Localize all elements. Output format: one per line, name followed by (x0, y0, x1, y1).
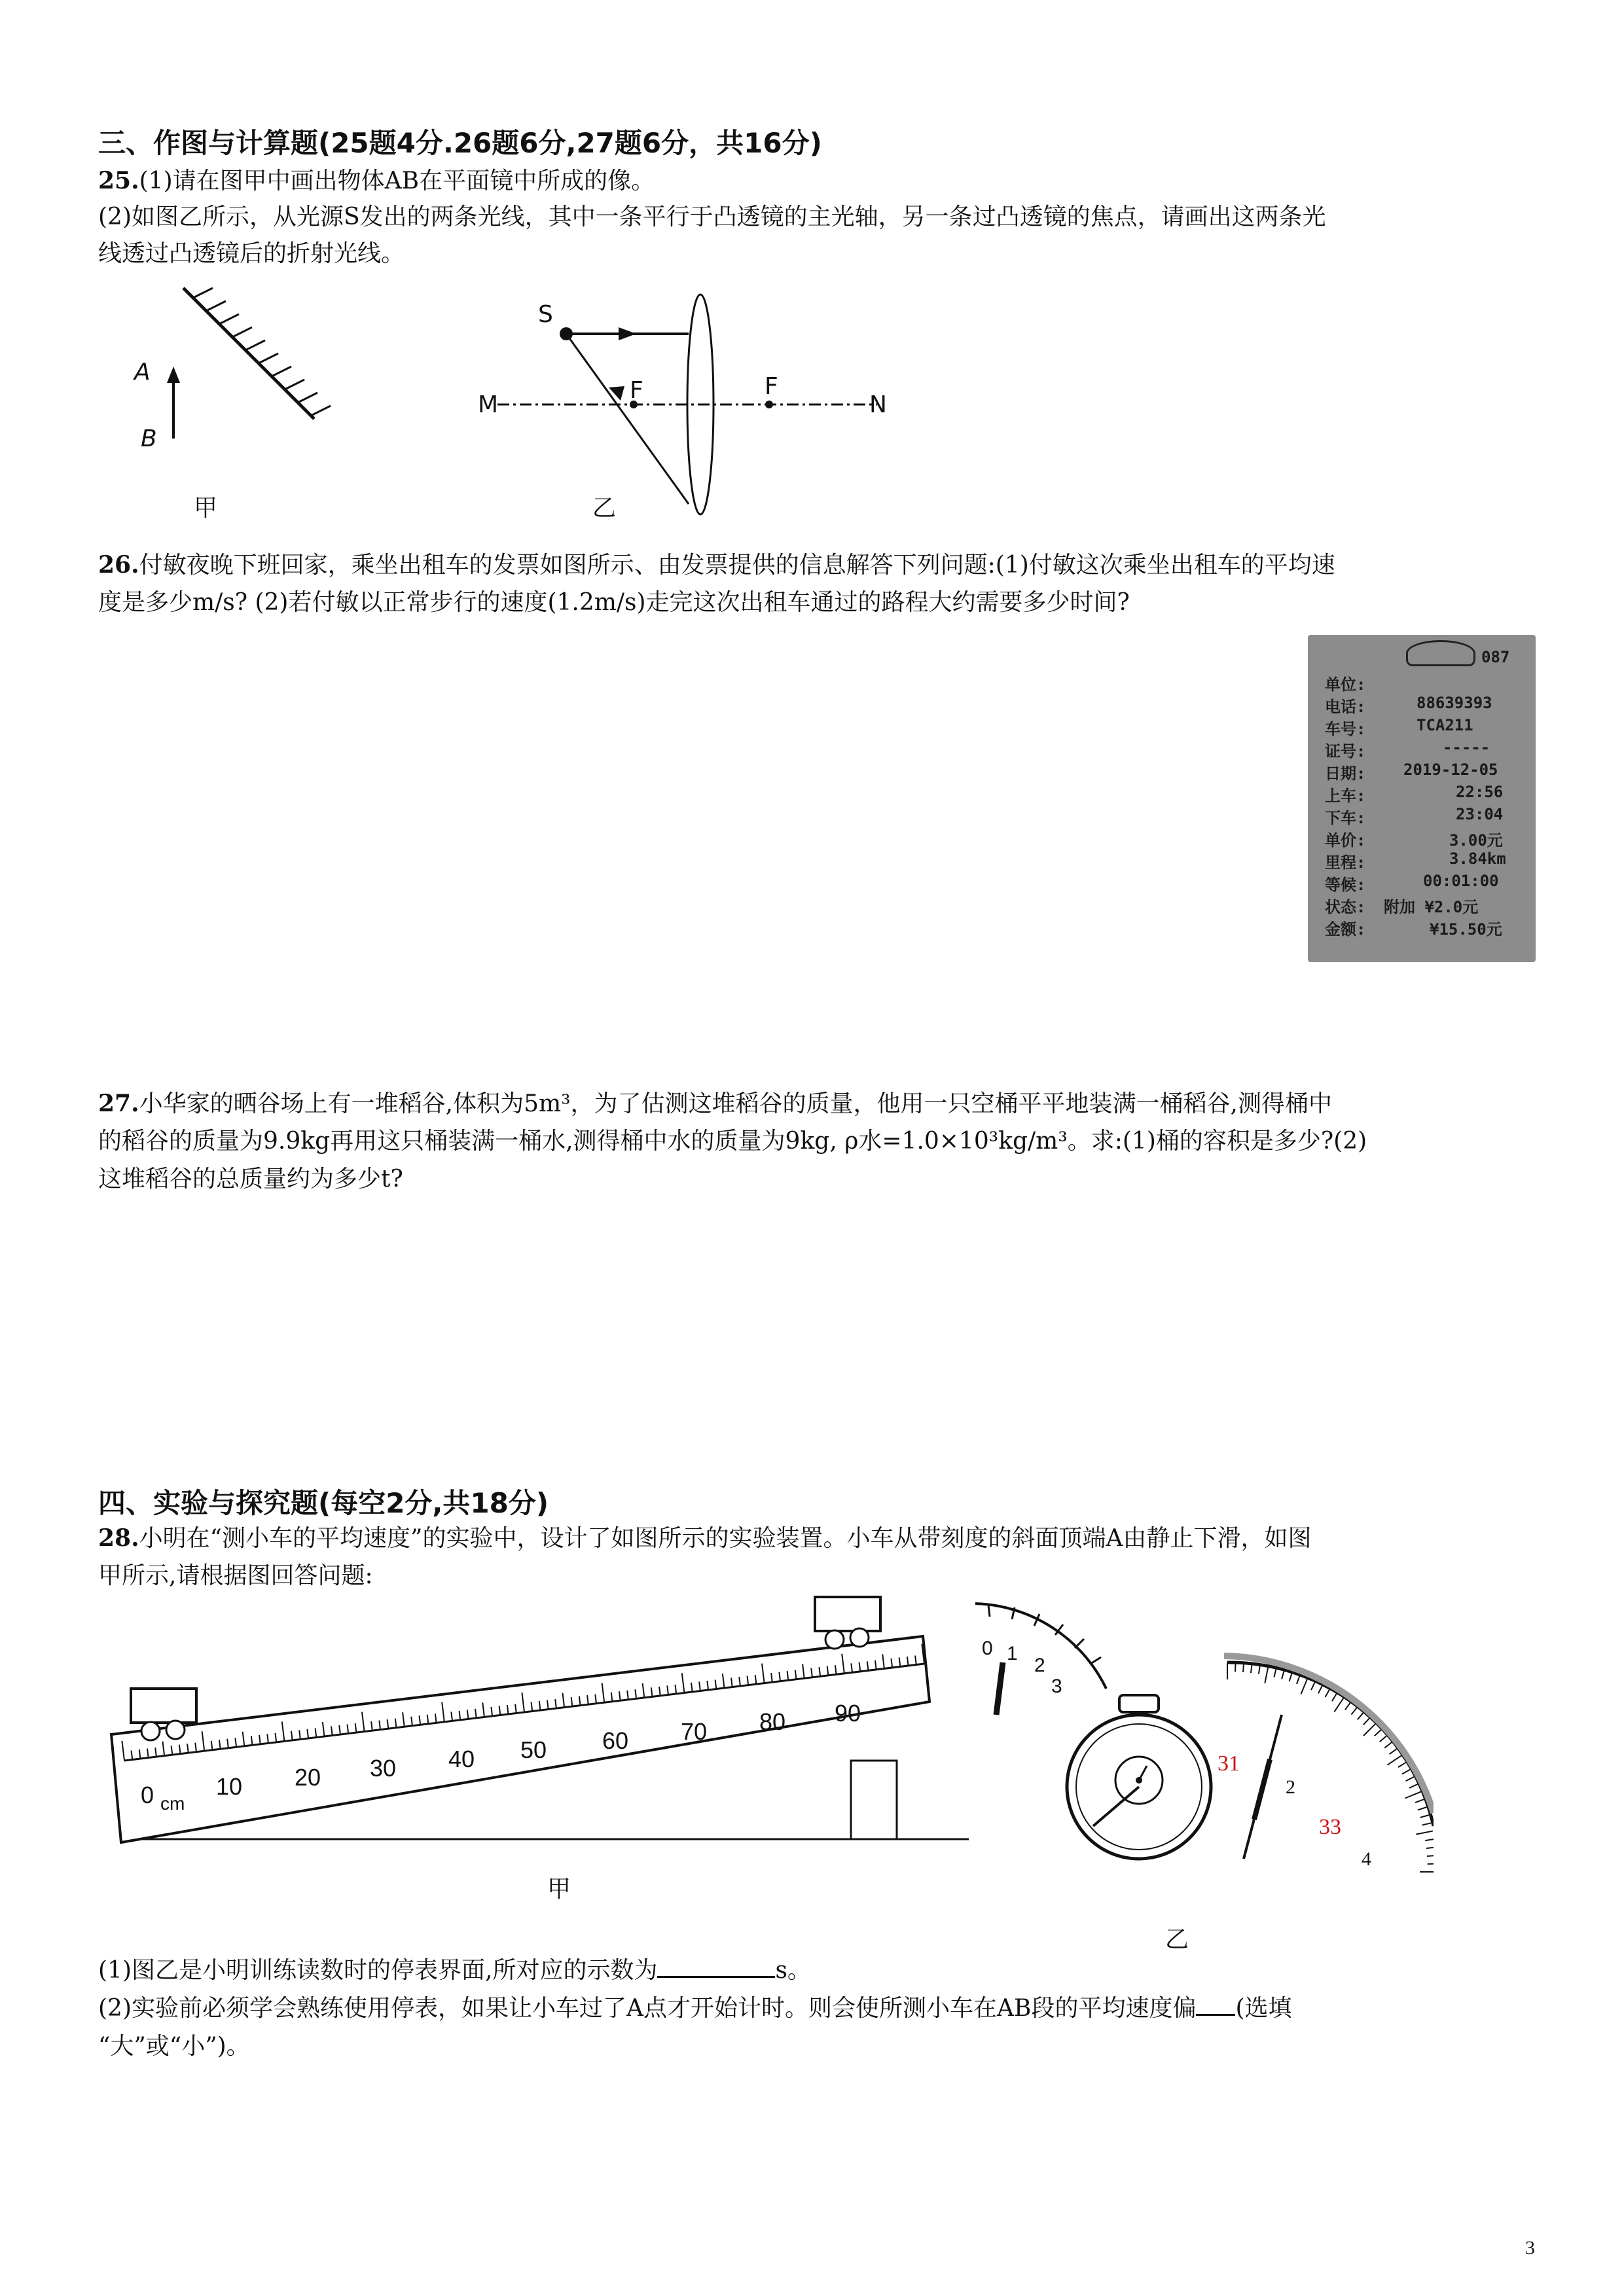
second-dial-ticks (1227, 1662, 1434, 1872)
q25-number: 25. (98, 167, 139, 194)
ruler-label: 80 (759, 1708, 786, 1735)
q25-part2-line1: (2)如图乙所示，从光源S发出的两条光线，其中一条平行于凸透镜的主光轴，另一条过凸透镜的焦点，请画出这两条光 (98, 204, 1326, 230)
q28-sub1-prefix: (1)图乙是小明训练读数时的停表界面,所对应的示数为 (98, 1957, 658, 1984)
q27-line3: 这堆稻谷的总质量约为多少t? (98, 1166, 403, 1193)
receipt-stamp (1406, 640, 1475, 666)
ruler-label: 30 (370, 1755, 397, 1782)
figure-mirror (111, 275, 347, 537)
receipt-row: 单位: (1325, 675, 1366, 694)
receipt-row: 下车: 23:04 (1325, 805, 1504, 827)
receipt-header-code: 087 (1481, 648, 1510, 666)
support-block (851, 1761, 897, 1839)
ruler-label: 70 (681, 1718, 708, 1745)
focus-right (765, 401, 773, 408)
q26-line1-text: 付敏夜晚下班回家，乘坐出租车的发票如图所示、由发票提供的信息解答下列问题:(1)付敏这次乘坐出租车的平均速 (139, 552, 1335, 579)
answer-blank-1[interactable] (657, 1954, 775, 1978)
cart-top (815, 1597, 880, 1649)
fig-jia-caption: 甲 (194, 495, 218, 522)
q26-line2: 度是多少m/s? (2)若付敏以正常步行的速度(1.2m/s)走完这次出租车通过的路程大约需要多少时间? (98, 589, 1130, 616)
ruler-label: 40 (448, 1746, 475, 1772)
ray-through-focus (566, 334, 689, 504)
ruler-unit: cm (160, 1793, 185, 1814)
receipt-row: 金额: ¥15.50元 (1325, 920, 1502, 939)
q25-part1-text: (1)请在图甲中画出物体AB在平面镜中所成的像。 (139, 168, 655, 194)
ray-parallel-arrow (619, 327, 636, 340)
figure-stopwatch (962, 1590, 1434, 1918)
q28-number: 28. (98, 1524, 139, 1552)
q27-line2: 的稻谷的质量为9.9kg再用这只桶装满一桶水,测得桶中水的质量为9kg, ρ水=1.0×10³kg/m³。求:(1)桶的容积是多少?(2) (98, 1128, 1367, 1155)
stopwatch-crown (1119, 1695, 1159, 1712)
second-label: 33 (1319, 1815, 1341, 1839)
q25-part2-line2: 线透过凸透镜后的折射光线。 (98, 240, 405, 267)
minute-label: 3 (1051, 1676, 1062, 1697)
q28-sub2-line2: “大”或“小”)。 (98, 2033, 250, 2060)
mirror-hatching (193, 288, 331, 416)
label-n: N (869, 391, 887, 418)
q28-line1-text: 小明在“测小车的平均速度”的实验中，设计了如图所示的实验装置。小车从带刻度的斜面顶端A由静止下滑，如图 (139, 1525, 1312, 1552)
q26-line1 (98, 547, 1335, 584)
ruler-label: 60 (602, 1727, 629, 1754)
q26-number: 26. (98, 551, 139, 579)
fig-jia-caption-q28: 甲 (547, 1876, 571, 1903)
minute-label: 1 (1007, 1643, 1018, 1664)
q27-line1 (98, 1085, 1332, 1122)
fig-yi-caption: 乙 (592, 495, 617, 522)
second-label: 31 (1218, 1751, 1240, 1776)
minute-label: 2 (1034, 1655, 1045, 1676)
second-label: 4 (1362, 1848, 1371, 1870)
receipt-row: 里程: 3.84km (1325, 850, 1506, 872)
ruler-label: 0 (141, 1782, 154, 1808)
receipt-row: 上车: 22:56 (1325, 783, 1504, 805)
section-3-heading: 三、作图与计算题(25题4分.26题6分,27题6分，共16分) (98, 127, 822, 159)
receipt-row: 等候: 00:01:00 (1325, 872, 1499, 894)
label-a: A (134, 359, 151, 386)
q28-line2: 甲所示,请根据图回答问题: (98, 1562, 373, 1589)
label-f-right: F (765, 373, 778, 400)
ruler-label: 90 (835, 1700, 861, 1727)
fig-yi-caption-q28: 乙 (1165, 1926, 1189, 1953)
q28-sub2-suffix: (选填 (1235, 1995, 1292, 2022)
label-f-left: F (630, 377, 643, 404)
q27-line1-text: 小华家的晒谷场上有一堆稻谷,体积为5m³，为了估测这堆稻谷的质量，他用一只空桶平平地装满一桶稻谷,测得桶中 (139, 1090, 1333, 1117)
q28-sub1-suffix: s。 (775, 1957, 811, 1984)
second-label: 2 (1286, 1776, 1295, 1798)
answer-blank-2[interactable] (1196, 1992, 1235, 2016)
q27-number: 27. (98, 1090, 139, 1117)
receipt-row: 状态: 附加 ¥2.0元 (1325, 898, 1479, 916)
receipt-row: 单价: 3.00元 (1325, 831, 1503, 850)
minute-hand (996, 1662, 1003, 1715)
figure-incline (98, 1590, 975, 1865)
minute-label: 0 (982, 1638, 993, 1659)
ray-focus-arrow (609, 386, 624, 401)
ruler-label: 20 (295, 1764, 321, 1791)
label-s: S (538, 301, 553, 328)
page-number: 3 (1525, 2237, 1535, 2259)
q28-sub1 (98, 1952, 811, 1989)
q28-sub2-prefix: (2)实验前必须学会熟练使用停表，如果让小车过了A点才开始计时。则会使所测小车在AB段的平均速度偏 (98, 1995, 1197, 2022)
label-m: M (478, 391, 499, 418)
receipt-row: 证号: ----- (1325, 738, 1490, 761)
q28-sub2-line1 (98, 1990, 1292, 2027)
ruler-label: 10 (216, 1773, 243, 1800)
section-4-heading: 四、实验与探究题(每空2分,共18分) (98, 1487, 549, 1519)
receipt-row: 日期: 2019-12-05 (1325, 761, 1498, 783)
figure-convex-lens (458, 281, 916, 530)
receipt-row: 电话: 88639393 (1325, 694, 1492, 716)
object-arrowhead (167, 367, 180, 383)
q28-line1 (98, 1520, 1311, 1557)
receipt-row: 车号: TCA211 (1325, 716, 1473, 738)
label-b: B (141, 425, 157, 452)
taxi-receipt (1308, 635, 1536, 962)
ruler-label: 50 (520, 1736, 547, 1763)
q25-part1 (98, 162, 655, 200)
plane-mirror (183, 288, 314, 419)
